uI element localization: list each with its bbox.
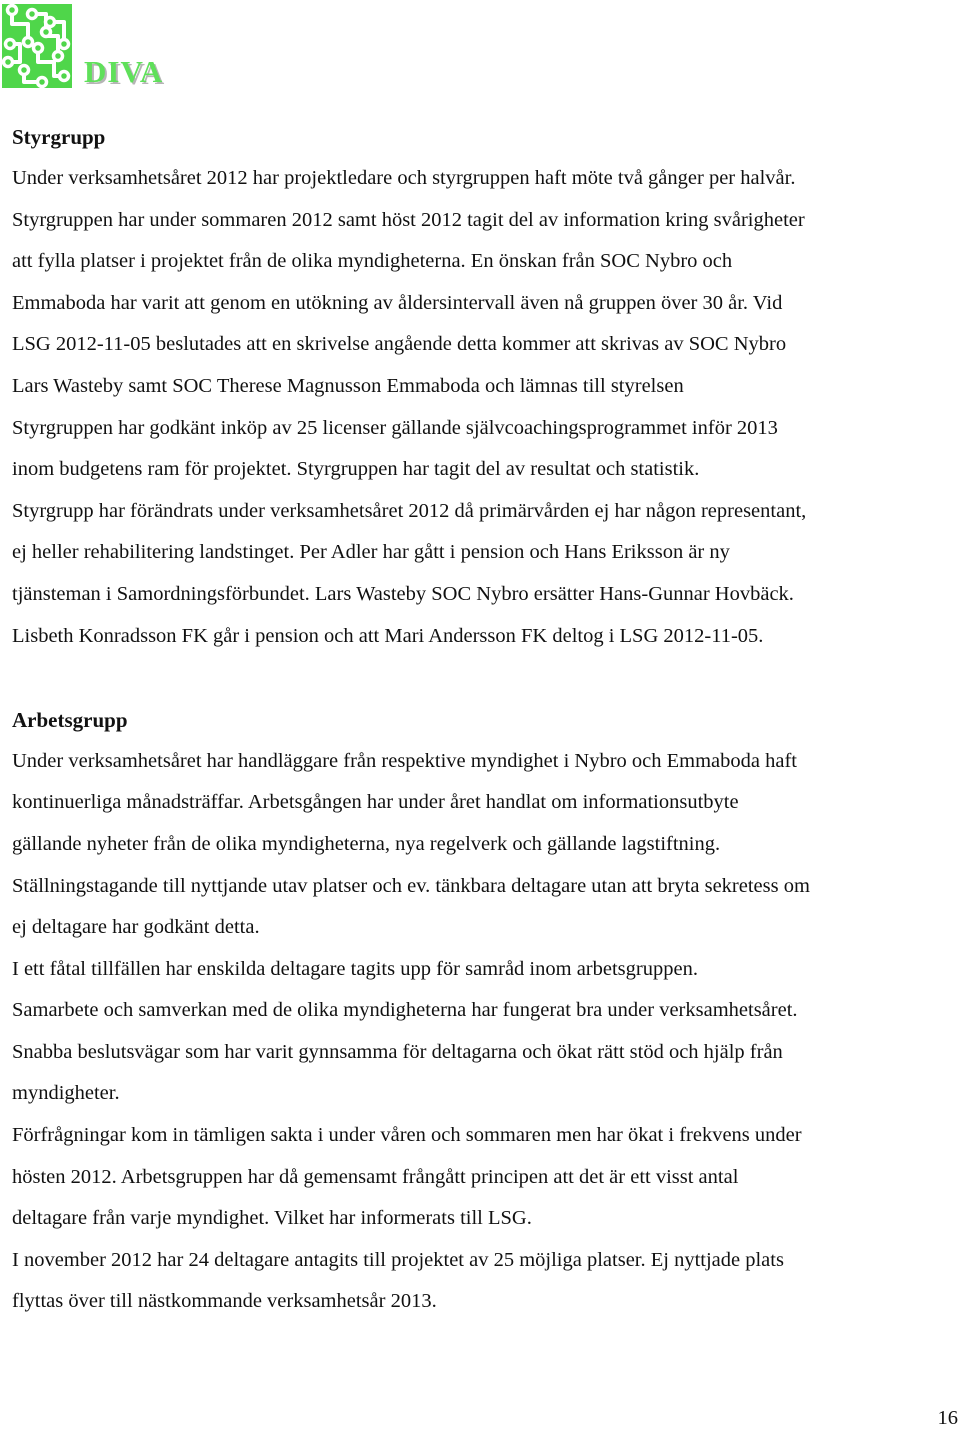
document-body <box>12 116 956 1323</box>
page-header <box>0 0 300 100</box>
section-spacer <box>12 657 956 699</box>
paragraph-line: Under verksamhetsåret har handläggare från respektive myndighet i Nybro och Emmaboda haft <box>12 749 797 772</box>
paragraph-line: LSG 2012-11-05 beslutades att en skrivelse angående detta kommer att skrivas av SOC Nybro <box>12 333 787 356</box>
paragraph-line: Styrgruppen har godkänt inköp av 25 licenser gällande självcoachingsprogrammet inför 2013 <box>12 416 778 439</box>
paragraph-line: Lisbeth Konradsson FK går i pension och att Mari Andersson FK deltog i LSG 2012-11-05. <box>12 624 764 647</box>
paragraph-line: I ett fåtal tillfällen har enskilda deltagare tagits upp för samråd inom arbetsgruppen. <box>12 957 698 980</box>
paragraph-line: Samarbete och samverkan med de olika myndigheterna har fungerat bra under verksamhetsåret. <box>12 999 798 1022</box>
circuit-board-logo-icon <box>2 4 72 88</box>
paragraph-line: kontinuerliga månadsträffar. Arbetsgången har under året handlat om informationsutbyte <box>12 791 739 814</box>
section-heading: Arbetsgrupp <box>12 707 128 732</box>
paragraph-line: att fylla platser i projektet från de olika myndigheterna. En önskan från SOC Nybro och <box>12 250 733 273</box>
paragraph-line: Emmaboda har varit att genom en utökning av åldersintervall även nå gruppen över 30 år. Vid <box>12 291 783 314</box>
section-heading: Styrgrupp <box>12 125 106 149</box>
paragraph-line: hösten 2012. Arbetsgruppen har då gemensamt frångått principen att det är ett visst antal <box>12 1165 739 1188</box>
paragraph-line: Snabba beslutsvägar som har varit gynnsamma för deltagarna och ökat rätt stöd och hjälp från <box>12 1040 783 1063</box>
paragraph-line: flyttas över till nästkommande verksamhetsår 2013. <box>12 1290 437 1313</box>
paragraph-line: Lars Wasteby samt SOC Therese Magnusson Emmaboda och lämnas till styrelsen <box>12 374 684 397</box>
paragraph-line: tjänsteman i Samordningsförbundet. Lars Wasteby SOC Nybro ersätter Hans-Gunnar Hovbäck. <box>12 582 794 605</box>
page-number: 16 <box>937 1407 958 1429</box>
paragraph-line: deltagare från varje myndighet. Vilket har informerats till LSG. <box>12 1207 532 1230</box>
paragraph-line: Ställningstagande till nyttjande utav platser och ev. tänkbara deltagare utan att bryta sekretess om <box>12 874 810 897</box>
paragraph-line: Under verksamhetsåret 2012 har projektledare och styrgruppen haft möte två gånger per halvår. <box>12 167 796 189</box>
paragraph-line: ej heller rehabilitering landstinget. Per Adler har gått i pension och Hans Eriksson är ny <box>12 541 730 564</box>
paragraph-line: I november 2012 har 24 deltagare antagits till projektet av 25 möjliga platser. Ej nyttjade plats <box>12 1248 784 1271</box>
paragraph-line: Förfrågningar kom in tämligen sakta i under våren och sommaren men har ökat i frekvens under <box>12 1124 802 1147</box>
paragraph-line: Styrgrupp har förändrats under verksamhetsåret 2012 då primärvården ej har någon representant, <box>12 499 807 522</box>
section-styrgrupp <box>12 116 956 657</box>
paragraph-line: gällande nyheter från de olika myndigheterna, nya regelverk och gällande lagstiftning. <box>12 832 721 855</box>
section-arbetsgrupp <box>12 699 956 1323</box>
paragraph-line: Styrgruppen har under sommaren 2012 samt höst 2012 tagit del av information kring svårigheter <box>12 208 805 231</box>
paragraph-line: myndigheter. <box>12 1082 120 1105</box>
paragraph-line: ej deltagare har godkänt detta. <box>12 916 260 939</box>
logo-text: DIVA <box>84 54 164 89</box>
paragraph-line: inom budgetens ram för projektet. Styrgruppen har tagit del av resultat och statistik. <box>12 458 700 481</box>
